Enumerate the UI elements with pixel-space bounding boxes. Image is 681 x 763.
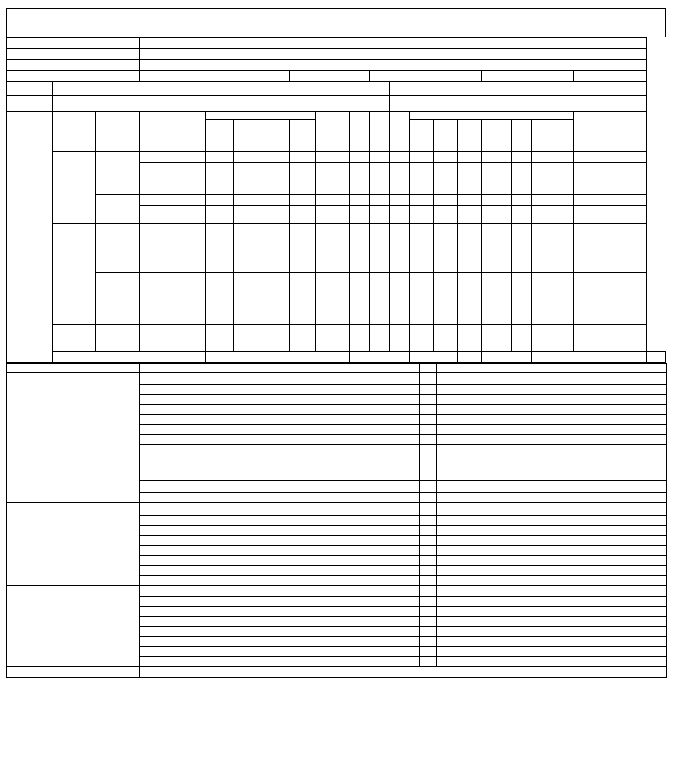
- apply-option: [140, 425, 420, 435]
- apply-option: [140, 566, 420, 576]
- apply-option-text: [437, 617, 667, 627]
- reason-staff-header: [458, 120, 482, 152]
- indicator-got: [390, 152, 410, 163]
- indicator-got: [390, 206, 410, 224]
- apply-check-mark: [420, 566, 437, 576]
- social-indicator: [96, 273, 140, 325]
- indicator-op: [206, 273, 234, 325]
- apply-check-mark: [420, 503, 437, 516]
- apply-option: [140, 445, 420, 481]
- initial-goal-text: [53, 96, 390, 112]
- apply-option-text: [437, 536, 667, 546]
- perf-indicator-label: [7, 112, 53, 363]
- exec-score-value: [410, 352, 458, 363]
- indicator-unit: [290, 152, 316, 163]
- indicator-content: [234, 195, 290, 206]
- apply-option-text: [437, 526, 667, 536]
- indicator-score: [370, 224, 390, 273]
- dept-label: [7, 49, 140, 60]
- indicator-score: [370, 206, 390, 224]
- service-satisfaction-indicator: [96, 325, 140, 352]
- apply-option: [140, 516, 420, 526]
- budget-value: [140, 71, 290, 82]
- apply-option-text: [437, 516, 667, 526]
- evaluation-sheet: [6, 8, 666, 678]
- apply-section-label: [7, 373, 140, 503]
- apply-check-mark: [420, 607, 437, 617]
- econ-indicator: [96, 224, 140, 273]
- apply-option-text: [437, 566, 667, 576]
- apply-option: [140, 657, 420, 667]
- deduct-value: [482, 352, 532, 363]
- apply-check-mark: [420, 445, 437, 481]
- done-header: [316, 112, 350, 152]
- indicator-got: [390, 325, 410, 352]
- indicator-got: [390, 224, 410, 273]
- apply-check-mark: [420, 395, 437, 405]
- apply-check-mark: [420, 647, 437, 657]
- quality-indicator: [96, 195, 140, 224]
- overall-goal-label-2: [7, 96, 53, 112]
- apply-section-label: [7, 586, 140, 667]
- apply-option-text: [437, 395, 667, 405]
- exec-score-label: [350, 352, 410, 363]
- lvl2-header: [96, 112, 140, 152]
- indicator-op: [206, 224, 234, 273]
- apply-option-text: [437, 657, 667, 667]
- finance-overall-text: [140, 667, 667, 678]
- indicator-name: [140, 273, 206, 325]
- indicator-score: [370, 163, 390, 195]
- indicator-content: [234, 224, 290, 273]
- indicator-name: [140, 224, 206, 273]
- indicator-unit: [290, 195, 316, 206]
- qty-indicator: [96, 152, 140, 195]
- apply-check-mark: [420, 385, 437, 395]
- apply-option-text: [437, 425, 667, 435]
- apply-option: [140, 481, 420, 493]
- output-indicator: [53, 152, 96, 224]
- apply-option-text: [437, 503, 667, 516]
- apply-option: [140, 586, 420, 597]
- apply-check-mark: [420, 425, 437, 435]
- performance-table: [6, 37, 666, 363]
- project-name-label: [7, 38, 140, 49]
- unit-value: [140, 60, 647, 71]
- indicator-done: [316, 163, 350, 195]
- apply-option: [140, 647, 420, 657]
- indicator-done: [316, 206, 350, 224]
- apply-check-mark: [420, 556, 437, 566]
- reason-header: [410, 112, 574, 120]
- reason-hardware-header: [482, 120, 512, 152]
- indicator-op: [206, 195, 234, 206]
- indicator-op: [206, 325, 234, 352]
- indicator-name: [140, 152, 206, 163]
- apply-option-text: [437, 627, 667, 637]
- content-header: [234, 120, 290, 152]
- final-score-label: [532, 352, 647, 363]
- got-header: [390, 112, 410, 152]
- indicator-unit: [290, 325, 316, 352]
- deduct-label: [458, 352, 482, 363]
- effect-indicator: [53, 224, 96, 325]
- apply-option-text: [437, 597, 667, 607]
- apply-check-mark: [420, 493, 437, 503]
- indicator-content: [234, 152, 290, 163]
- reason-desc-header: [532, 120, 574, 152]
- dept-value: [140, 49, 647, 60]
- budget-label: [7, 71, 140, 82]
- indicator-op: [206, 163, 234, 195]
- apply-option: [140, 405, 420, 415]
- apply-option-text: [437, 373, 667, 385]
- reason-other-header: [512, 120, 532, 152]
- indicator-unit: [290, 273, 316, 325]
- exec-value: [370, 71, 482, 82]
- page-title: [6, 8, 666, 26]
- apply-check-mark: [420, 516, 437, 526]
- apply-check-mark: [420, 627, 437, 637]
- apply-check-mark: [420, 536, 437, 546]
- apply-option: [140, 556, 420, 566]
- lvl1-header: [53, 112, 96, 152]
- annual-target-header: [206, 112, 316, 120]
- apply-option: [140, 435, 420, 445]
- satisfaction-indicator: [53, 325, 96, 352]
- subtotal-label: [53, 352, 206, 363]
- apply-option-text: [437, 445, 667, 481]
- apply-option: [140, 627, 420, 637]
- indicator-content: [234, 163, 290, 195]
- final-score-value: [647, 352, 666, 363]
- exec-label: [290, 71, 370, 82]
- year-caption: [6, 26, 666, 37]
- indicator-unit: [290, 163, 316, 195]
- indicator-content: [234, 325, 290, 352]
- unit-header: [290, 120, 316, 152]
- reason-fund-header: [410, 120, 434, 152]
- indicator-content: [234, 206, 290, 224]
- apply-check-mark: [420, 405, 437, 415]
- apply-check-mark: [420, 617, 437, 627]
- apply-option: [140, 637, 420, 647]
- apply-section-label: [7, 503, 140, 586]
- apply-option-text: [437, 415, 667, 425]
- actual-status-text: [390, 96, 647, 112]
- apply-option-text: [437, 586, 667, 597]
- rate-label: [482, 71, 574, 82]
- indicator-got: [390, 163, 410, 195]
- indicator-score: [370, 195, 390, 206]
- indicator-name: [140, 206, 206, 224]
- apply-kind-header: [140, 364, 420, 373]
- apply-option: [140, 607, 420, 617]
- indicator-rate: [350, 325, 370, 352]
- apply-check-mark: [420, 597, 437, 607]
- reason-system-header: [434, 120, 458, 152]
- indicator-rate: [350, 152, 370, 163]
- initial-goal-label: [53, 82, 390, 96]
- indicator-got: [390, 273, 410, 325]
- apply-option: [140, 493, 420, 503]
- apply-check-mark: [420, 481, 437, 493]
- lvl3-header: [140, 112, 206, 152]
- apply-check-mark: [420, 526, 437, 536]
- apply-option: [140, 526, 420, 536]
- apply-option-text: [437, 405, 667, 415]
- indicator-name: [140, 163, 206, 195]
- indicator-unit: [290, 206, 316, 224]
- indicator-op: [206, 206, 234, 224]
- apply-option-text: [437, 556, 667, 566]
- apply-option-text: [437, 607, 667, 617]
- indicator-op: [206, 152, 234, 163]
- apply-option-text: [437, 385, 667, 395]
- apply-option-text: [437, 435, 667, 445]
- indicator-rate: [350, 273, 370, 325]
- indicator-done: [316, 224, 350, 273]
- apply-check-mark: [420, 546, 437, 556]
- apply-option-text: [437, 493, 667, 503]
- apply-check-mark: [420, 576, 437, 586]
- measures-header: [574, 112, 647, 152]
- apply-option: [140, 373, 420, 385]
- indicator-rate: [350, 224, 370, 273]
- indicator-done: [316, 325, 350, 352]
- apply-option: [140, 597, 420, 607]
- indicator-name: [140, 195, 206, 206]
- indicator-score: [370, 273, 390, 325]
- indicator-done: [316, 273, 350, 325]
- unit-label: [7, 60, 140, 71]
- apply-option: [140, 395, 420, 405]
- finance-overall-label: [7, 667, 140, 678]
- apply-option-text: [437, 546, 667, 556]
- indicator-done: [316, 195, 350, 206]
- apply-check-mark: [420, 586, 437, 597]
- indicator-score: [370, 325, 390, 352]
- project-name-value: [140, 38, 647, 49]
- apply-option-text: [437, 576, 667, 586]
- apply-option: [140, 617, 420, 627]
- apply-check-mark: [420, 435, 437, 445]
- actual-status-label: [390, 82, 647, 96]
- apply-option-text: [437, 637, 667, 647]
- apply-option: [140, 576, 420, 586]
- overall-goal-label: [7, 82, 53, 96]
- indicator-unit: [290, 224, 316, 273]
- rate-header: [350, 112, 370, 152]
- apply-check-mark: [420, 637, 437, 647]
- subtotal-value: [206, 352, 350, 363]
- apply-option: [140, 503, 420, 516]
- apply-option-text: [437, 647, 667, 657]
- indicator-score: [370, 152, 390, 163]
- indicator-name: [140, 325, 206, 352]
- apply-check-mark: [420, 415, 437, 425]
- result-application-table: [6, 363, 667, 678]
- apply-content-header: [437, 364, 667, 373]
- apply-check-mark: [420, 373, 437, 385]
- apply-option-text: [437, 481, 667, 493]
- apply-check-mark: [420, 657, 437, 667]
- apply-option: [140, 385, 420, 395]
- indicator-rate: [350, 195, 370, 206]
- score-header: [370, 112, 390, 152]
- indicator-got: [390, 195, 410, 206]
- apply-option: [140, 536, 420, 546]
- indicator-rate: [350, 206, 370, 224]
- apply-option: [140, 546, 420, 556]
- indicator-done: [316, 152, 350, 163]
- indicator-content: [234, 273, 290, 325]
- indicator-rate: [350, 163, 370, 195]
- op-header: [206, 120, 234, 152]
- apply-option: [140, 415, 420, 425]
- rate-value: [574, 71, 647, 82]
